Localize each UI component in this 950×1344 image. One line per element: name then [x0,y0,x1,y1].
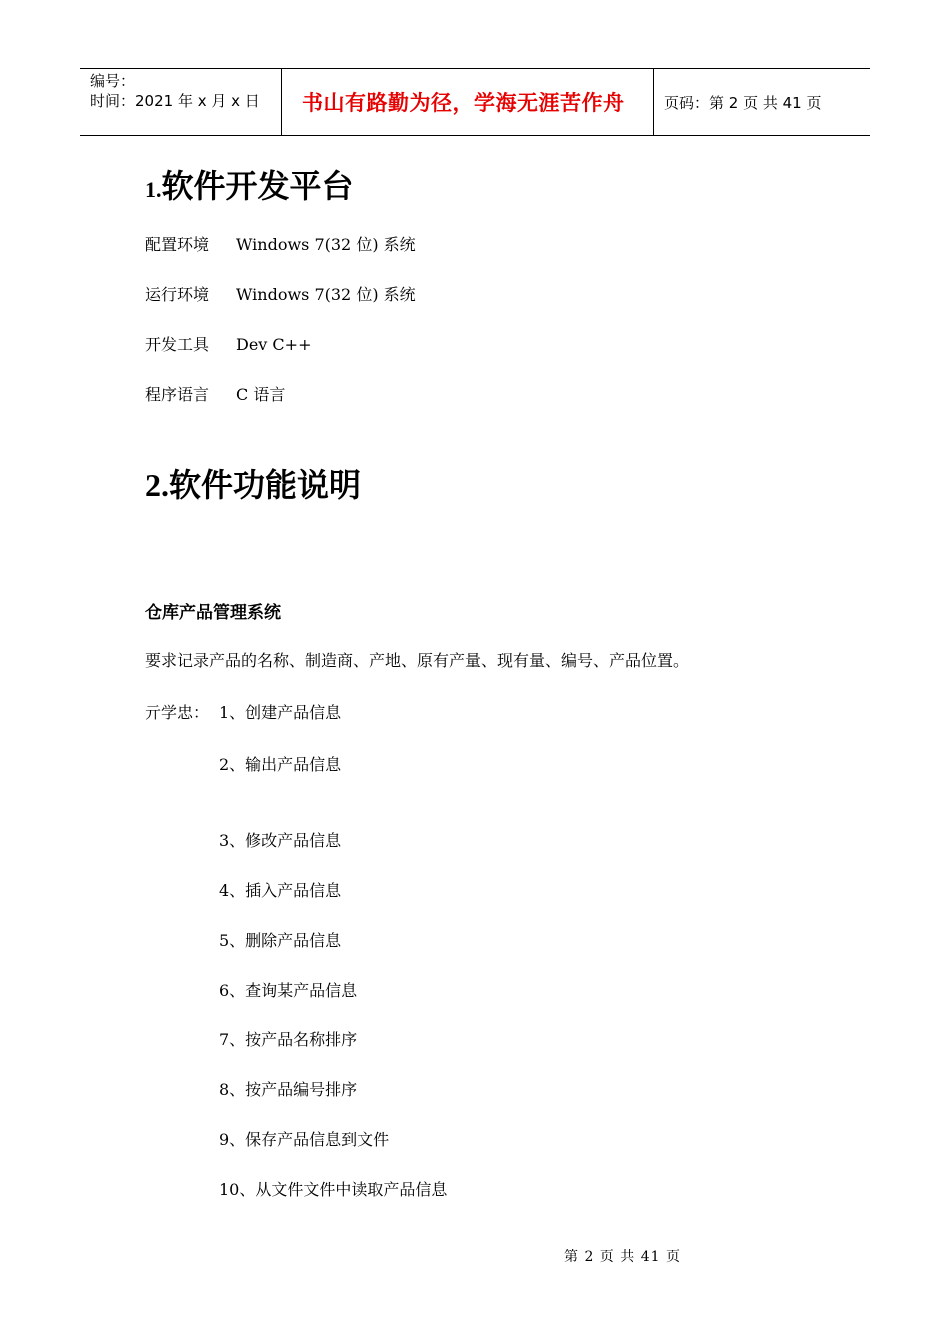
platform-row [145,234,416,256]
platform-key: 程序语言 [145,385,210,404]
platform-row [145,384,285,406]
page-footer [0,1246,950,1266]
header-motto-cell [281,69,654,135]
platform-key: 配置环境 [145,235,210,254]
platform-row [145,284,416,306]
header-left-cell [80,69,281,135]
section2-number: 2. [145,467,169,503]
section1-heading [145,166,354,210]
number-label: 编号： [90,72,136,90]
section2-title: 软件功能说明 [169,466,362,504]
system-subtitle: 仓库产品管理系统 [145,603,281,623]
function-item: 6、查询某产品信息 [219,981,358,1000]
section2-heading [145,465,361,505]
function-item: 4、插入产品信息 [219,881,342,900]
platform-value: Windows 7(32 位) 系统 [236,285,416,304]
footer-page-number: 第 2 页 共 41 页 [564,1249,681,1265]
time-label: 时间：2021 年 x 月 x 日 [90,92,260,110]
function-item: 3、修改产品信息 [219,831,342,850]
function-item: 5、删除产品信息 [219,931,342,950]
function-item: 9、保存产品信息到文件 [219,1130,390,1149]
section1-number: 1. [145,177,162,202]
platform-row [145,334,311,356]
page-info: 页码：第 2 页 共 41 页 [664,93,822,112]
platform-key: 运行环境 [145,285,210,304]
platform-value: Dev C++ [236,335,312,354]
function-item: 1、创建产品信息 [219,703,342,722]
header-page-cell [654,69,870,135]
section1-title: 软件开发平台 [161,167,354,205]
platform-value: C 语言 [236,385,286,404]
function-item: 10、从文件文件中读取产品信息 [219,1180,448,1199]
function-item: 2、输出产品信息 [219,755,342,774]
platform-key: 开发工具 [145,335,210,354]
requirement-text: 要求记录产品的名称、制造商、产地、原有产量、现有量、编号、产品位置。 [145,651,690,670]
platform-value: Windows 7(32 位) 系统 [236,235,416,254]
function-item: 7、按产品名称排序 [219,1030,358,1049]
function-item: 8、按产品编号排序 [219,1080,358,1099]
page-header [80,68,870,136]
motto: 书山有路勤为径，学海无涯苦作舟 [302,91,625,115]
functions-label: 亓学忠： [145,703,210,722]
